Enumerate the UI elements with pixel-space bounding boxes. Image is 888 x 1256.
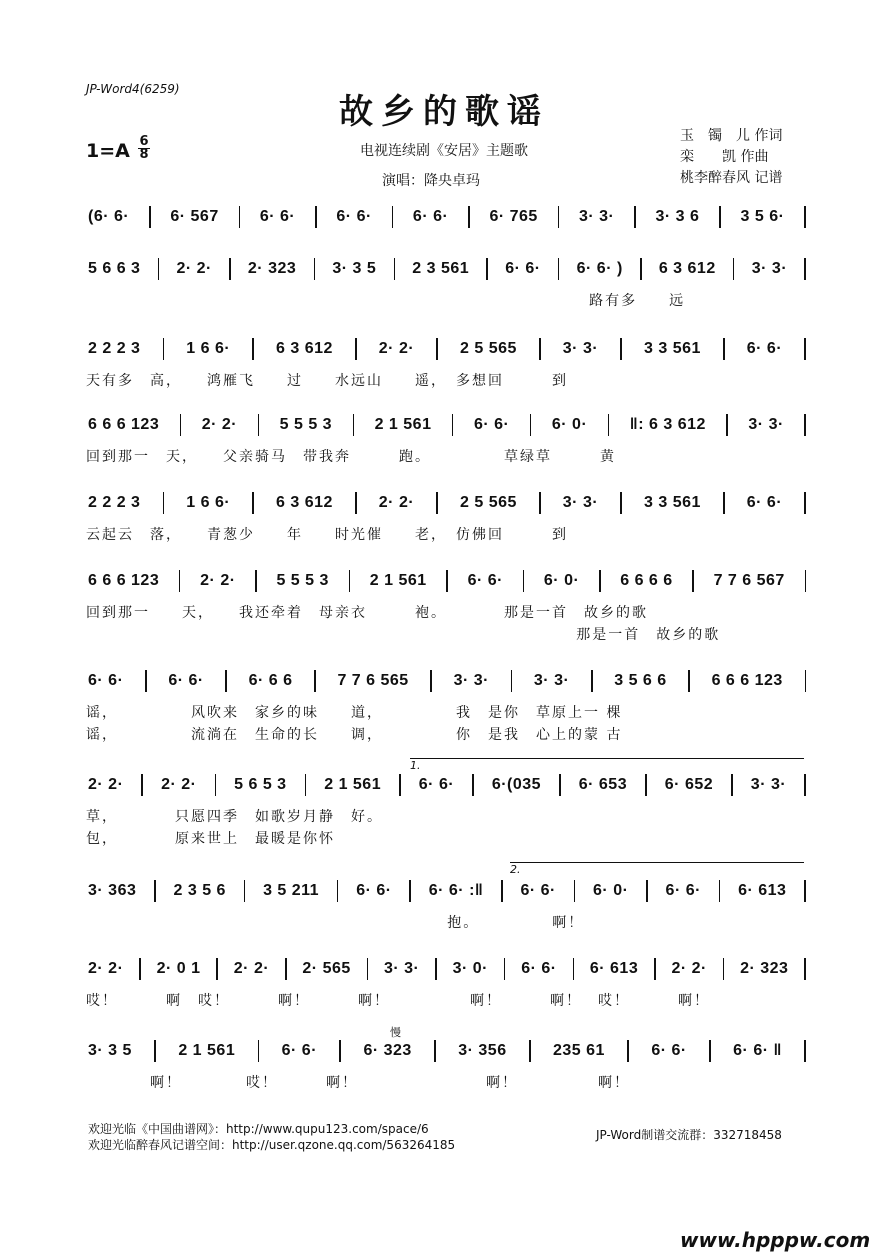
measure: 3· 3· (751, 260, 788, 277)
measure: 6· 6· (418, 776, 455, 793)
barline (804, 338, 806, 360)
barline (314, 258, 316, 280)
measure: 6 6 6 123 (88, 572, 160, 589)
barline (504, 958, 506, 980)
barline (539, 338, 541, 360)
measure: 2 1 561 (178, 1042, 236, 1059)
measure: 6· 6· (521, 960, 557, 977)
barline (472, 774, 474, 796)
measure: 3· 3 6 (655, 208, 700, 225)
measure: 3· 3· (562, 494, 599, 511)
measure: 6· 6· (168, 672, 204, 689)
barline (692, 570, 694, 592)
lyric-line: 抱。 啊！ (86, 915, 585, 931)
lyricist: 玉 镯 儿 作词 (680, 128, 783, 144)
measure: 3· 3· (578, 208, 615, 225)
barline (804, 880, 806, 902)
measure: 2· 2· (671, 960, 707, 977)
measure: 6 6 6 6 (620, 572, 673, 589)
barline (646, 880, 648, 902)
measure: 6· 6· (412, 208, 449, 225)
barline (731, 774, 733, 796)
barline (804, 258, 806, 280)
measure: 6· 6· (665, 882, 701, 899)
footer-link-1: 欢迎光临《中国曲谱网》：http://www.qupu123.com/space/6 (88, 1122, 429, 1136)
measure: 6 3 612 (658, 260, 716, 277)
measure: 2 1 561 (369, 572, 427, 589)
measure: 2 2 2 3 (88, 494, 141, 511)
barline (154, 880, 156, 902)
lyric-line: 路有多 远 (86, 293, 686, 309)
barline (804, 774, 806, 796)
measure: 6· 6· (259, 208, 296, 225)
barline (179, 570, 181, 592)
measure: 7 7 6 565 (337, 672, 409, 689)
measure: 3· 3· (383, 960, 420, 977)
measure: 235 61 (553, 1042, 605, 1059)
measure: 1 6 6· (186, 340, 231, 357)
barline (252, 338, 254, 360)
barline (523, 570, 525, 592)
barline (337, 880, 339, 902)
measure: 6· 6· (336, 208, 372, 225)
measure: 3· 3· (750, 776, 787, 793)
barline (158, 258, 160, 280)
notation-row (86, 774, 806, 796)
measure: 3 5 6· (740, 208, 785, 225)
measure: 6· 6· :‖ (428, 882, 484, 899)
measure: (6· 6· (88, 208, 130, 225)
measure: 6· 613 (589, 960, 639, 977)
barline (434, 1040, 436, 1062)
notation-row (86, 258, 806, 280)
measure: 6 6 6 123 (88, 416, 160, 433)
barline (436, 492, 438, 514)
barline (367, 958, 369, 980)
measure: 6· 567 (170, 208, 219, 225)
measure: 1 6 6· (186, 494, 231, 511)
notation-row (86, 880, 806, 902)
barline (634, 206, 636, 228)
barline (258, 414, 260, 436)
barline (435, 958, 437, 980)
barline (645, 774, 647, 796)
measure: 5 6 5 3 (234, 776, 287, 793)
measure: 2 3 5 6 (173, 882, 226, 899)
measure: 3· 3· (453, 672, 489, 689)
measure: 2· 323 (740, 960, 789, 977)
barline (392, 206, 394, 228)
barline (733, 258, 735, 280)
notation-row (86, 338, 806, 360)
measure: 6· 6· (746, 494, 783, 511)
notation-row (86, 1040, 806, 1062)
song-title: 故乡的歌谣 (339, 92, 549, 132)
barline (258, 1040, 260, 1062)
lyric-line: 草， 只愿四季 如歌岁月静 好。 (86, 809, 383, 825)
measure: 6 6 6 123 (711, 672, 783, 689)
barline (726, 414, 728, 436)
barline (355, 338, 357, 360)
measure: 6· 6· (473, 416, 510, 433)
barline (805, 670, 807, 692)
lyric-line: 啊！ 哎！ 啊！ 啊！ 啊！ (86, 1075, 630, 1091)
barline (305, 774, 307, 796)
barline (804, 958, 806, 980)
barline (285, 958, 287, 980)
lyric-line: 天有多 高， 鸿雁飞 过 水远山 遥， 多想回 到 (86, 373, 568, 389)
barline (558, 258, 560, 280)
barline (355, 492, 357, 514)
barline (620, 338, 622, 360)
notation-row (86, 570, 806, 592)
barline (141, 774, 143, 796)
barline (215, 774, 217, 796)
measure: 6· 765 (489, 208, 538, 225)
barline (139, 958, 141, 980)
slow-marking: 慢 (390, 1026, 401, 1039)
transcriber: 桃李醉春风 记谱 (680, 170, 783, 186)
notation-row (86, 414, 806, 436)
barline (145, 670, 147, 692)
barline (608, 414, 610, 436)
barline (436, 338, 438, 360)
measure: 5 5 5 3 (279, 416, 333, 433)
barline (599, 570, 601, 592)
barline (154, 1040, 156, 1062)
barline (511, 670, 513, 692)
composer: 栾 凯 作曲 (680, 149, 769, 165)
measure: 6· 0· (543, 572, 580, 589)
barline (149, 206, 151, 228)
measure: 3 5 211 (263, 882, 320, 899)
footer-link-2: 欢迎光临醉春风记谱空间：http://user.qzone.qq.com/563264185 (88, 1138, 456, 1152)
barline (244, 880, 246, 902)
measure: 2 1 561 (324, 776, 382, 793)
measure: 2· 2· (233, 960, 270, 977)
subtitle: 电视连续剧《安居》主题歌 (360, 143, 528, 159)
barline (446, 570, 448, 592)
barline (805, 570, 807, 592)
lyric-line: 哎！ 啊 哎！ 啊！ 啊！ 啊！ 啊！ 哎！ 啊！ (86, 993, 710, 1009)
notation-row (86, 670, 806, 692)
barline (163, 338, 165, 360)
credits (680, 126, 782, 189)
notation-row (86, 206, 806, 228)
measure: 3· 3 5 (88, 1042, 132, 1059)
notation-row (86, 958, 806, 980)
measure: 7 7 6 567 (713, 572, 785, 589)
lyric-line: 包， 原来世上 最暖是你怀 (86, 831, 335, 847)
measure: 6· 6· ) (576, 260, 623, 277)
barline (409, 880, 411, 902)
barline (255, 570, 257, 592)
barline (468, 206, 470, 228)
measure: 6· 6· (651, 1042, 687, 1059)
measure: 6· 323 (363, 1042, 412, 1059)
barline (163, 492, 165, 514)
barline (353, 414, 355, 436)
barline (339, 1040, 341, 1062)
barline (688, 670, 690, 692)
barline (558, 206, 560, 228)
measure: 3· 3 5 (332, 260, 377, 277)
barline (804, 492, 806, 514)
lyric-line: 云起云 落， 青葱少 年 时光催 老， 仿佛回 到 (86, 527, 568, 543)
barline (252, 492, 254, 514)
barline (529, 1040, 531, 1062)
volta-2: 2. (510, 862, 804, 875)
measure: 3 5 6 6 (614, 672, 667, 689)
measure: 3· 356 (458, 1042, 507, 1059)
measure: 6· 6· (746, 340, 783, 357)
measure: 6 3 612 (276, 340, 333, 357)
measure: 3 3 561 (644, 340, 701, 357)
barline (640, 258, 642, 280)
barline (620, 492, 622, 514)
measure: 6· 6 6 (248, 672, 293, 689)
barline (349, 570, 351, 592)
barline (452, 414, 454, 436)
barline (486, 258, 488, 280)
barline (591, 670, 593, 692)
measure: 3· 3· (562, 340, 599, 357)
barline (314, 670, 316, 692)
key-signature: 1=A (86, 140, 130, 162)
measure: 6· 6· (88, 672, 124, 689)
measure: 2· 2· (161, 776, 197, 793)
measure: 2· 2· (200, 572, 236, 589)
measure: 2· 2· (378, 340, 415, 357)
measure: 6· 652 (664, 776, 714, 793)
measure: 6· 6· (505, 260, 541, 277)
watermark: www.hpppw.com (680, 1228, 871, 1252)
barline (719, 206, 721, 228)
barline (180, 414, 182, 436)
barline (225, 670, 227, 692)
measure: 2· 0 1 (156, 960, 201, 977)
measure: 6· 653 (578, 776, 628, 793)
measure: 2· 2· (176, 260, 212, 277)
barline (627, 1040, 629, 1062)
barline (430, 670, 432, 692)
barline (719, 880, 721, 902)
barline (394, 258, 396, 280)
barline (229, 258, 231, 280)
measure: 2· 2· (201, 416, 238, 433)
measure: 2· 323 (247, 260, 297, 277)
meter-top: 6 (139, 134, 149, 149)
measure: 2· 565 (302, 960, 351, 977)
measure: 6· 6· ‖ (733, 1042, 782, 1059)
measure: 2· 2· (88, 960, 124, 977)
barline (709, 1040, 711, 1062)
barline (654, 958, 656, 980)
lyric-line: 那是一首 故乡的歌 (86, 627, 721, 643)
barline (804, 1040, 806, 1062)
barline (804, 414, 806, 436)
measure: 3· 0· (452, 960, 489, 977)
lyric-line: 回到那一 天， 我还牵着 母亲衣 袍。 那是一首 故乡的歌 (86, 605, 648, 621)
measure: 3· 363 (88, 882, 137, 899)
measure: 3· 3· (533, 672, 570, 689)
footer-group: JP-Word制谱交流群：332718458 (596, 1128, 782, 1142)
barline (804, 206, 806, 228)
measure: 6· 0· (593, 882, 629, 899)
notation-row (86, 492, 806, 514)
singer: 演唱：降央卓玛 (382, 173, 480, 189)
measure: ‖: 6 3 612 (629, 416, 706, 433)
barline (574, 880, 576, 902)
lyric-line: 谣， 风吹来 家乡的味 道， 我 是你 草原上一 棵 (86, 705, 623, 721)
barline (239, 206, 241, 228)
measure: 3 3 561 (644, 494, 701, 511)
measure: 6· 0· (551, 416, 588, 433)
measure: 2 5 565 (460, 340, 517, 357)
lyric-line: 谣， 流淌在 生命的长 调， 你 是我 心上的蒙 古 (86, 727, 623, 743)
measure: 2 5 565 (460, 494, 517, 511)
meter-bottom: 8 (139, 147, 149, 162)
barline (723, 338, 725, 360)
barline (530, 414, 532, 436)
measure: 6 3 612 (276, 494, 333, 511)
measure: 2 3 561 (412, 260, 470, 277)
measure: 6· 6· (356, 882, 392, 899)
measure: 2 1 561 (374, 416, 432, 433)
barline (501, 880, 503, 902)
measure: 5 5 5 3 (276, 572, 329, 589)
measure: 2 2 2 3 (88, 340, 141, 357)
barline (399, 774, 401, 796)
barline (539, 492, 541, 514)
barline (723, 958, 725, 980)
software-tag: JP-Word4(6259) (86, 82, 180, 96)
measure: 2· 2· (88, 776, 124, 793)
measure: 6·(035 (491, 776, 542, 793)
measure: 5 6 6 3 (88, 260, 141, 277)
measure: 6· 6· (281, 1042, 318, 1059)
measure: 6· 613 (738, 882, 787, 899)
barline (723, 492, 725, 514)
barline (315, 206, 317, 228)
measure: 2· 2· (378, 494, 415, 511)
measure: 3· 3· (748, 416, 784, 433)
measure: 6· 6· (467, 572, 503, 589)
barline (559, 774, 561, 796)
barline (573, 958, 575, 980)
barline (216, 958, 218, 980)
measure: 6· 6· (520, 882, 556, 899)
volta-1: 1. (410, 758, 804, 771)
lyric-line: 回到那一 天， 父亲骑马 带我奔 跑。 草绿草 黄 (86, 449, 616, 465)
